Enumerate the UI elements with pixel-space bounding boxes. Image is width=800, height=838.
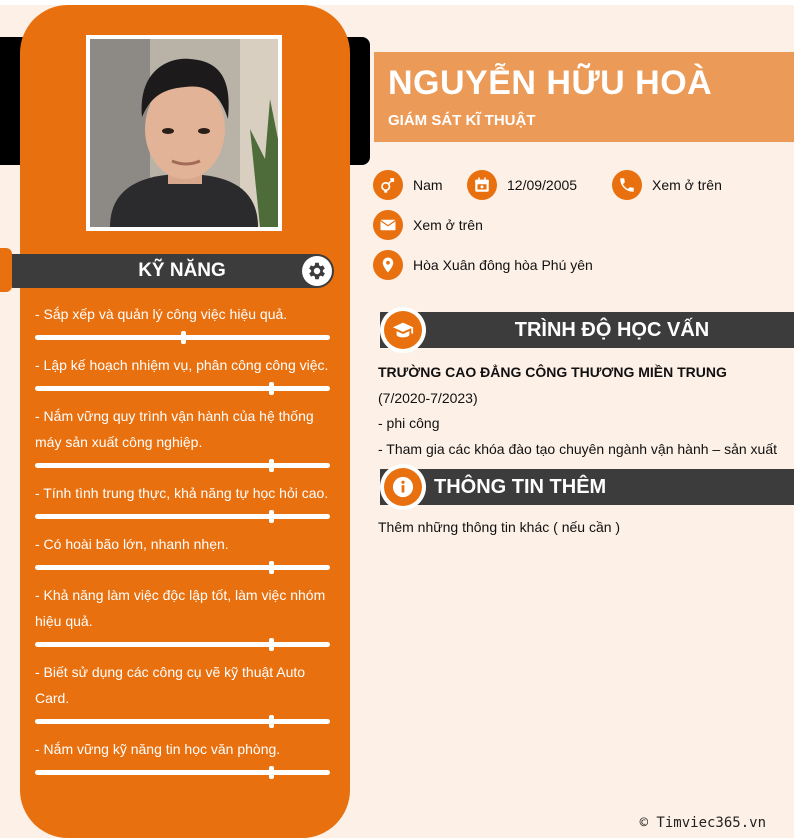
graduation-cap-icon (392, 319, 414, 341)
gender-icon (373, 170, 403, 200)
skill-item (35, 301, 341, 340)
avatar-photo (90, 39, 278, 227)
contact-email (373, 210, 483, 240)
skill-level-bar (35, 463, 330, 468)
skills-list (35, 301, 341, 787)
skill-level-knob (269, 638, 274, 651)
skill-level-bar (35, 386, 330, 391)
skills-title: KỸ NĂNG (138, 260, 226, 281)
skill-level-knob (269, 561, 274, 574)
skill-level-knob (269, 766, 274, 779)
skill-item (35, 531, 341, 570)
cv-page (0, 5, 794, 838)
skills-header (12, 254, 334, 288)
skill-text: - Nắm vững kỹ năng tin học văn phòng. (35, 741, 281, 757)
email-value: Xem ở trên (413, 217, 483, 233)
contact-address (373, 250, 593, 280)
additional-badge (380, 464, 426, 510)
contact-gender (373, 170, 443, 200)
skill-item (35, 480, 341, 519)
skill-text: - Có hoài bão lớn, nhanh nhẹn. (35, 536, 229, 552)
skill-text: - Khả năng làm việc độc lập tốt, làm việc nhóm hiệu quả. (35, 587, 326, 629)
skill-level-knob (269, 715, 274, 728)
skill-text: - Sắp xếp và quản lý công việc hiệu quả. (35, 306, 288, 322)
birthday-value: 12/09/2005 (507, 177, 578, 193)
gender-value: Nam (413, 177, 443, 193)
education-period: (7/2020-7/2023) (378, 389, 478, 406)
skill-text: - Nắm vững quy trình vận hành của hệ thống máy sản xuất công nghiệp. (35, 408, 314, 450)
skill-level-bar (35, 719, 330, 724)
phone-icon (612, 170, 642, 200)
skill-level-bar (35, 335, 330, 340)
skill-item (35, 582, 341, 647)
contact-birthday (467, 170, 577, 200)
gear-icon (302, 256, 332, 286)
skill-item (35, 659, 341, 724)
school-name: TRƯỜNG CAO ĐẲNG CÔNG THƯƠNG MIỀN TRUNG (378, 364, 727, 380)
skill-item (35, 736, 341, 775)
additional-title: THÔNG TIN THÊM (434, 476, 607, 498)
calendar-icon (467, 170, 497, 200)
skill-level-knob (269, 510, 274, 523)
skill-text: - Lập kế hoạch nhiệm vụ, phân công công việc. (35, 357, 329, 373)
email-icon (373, 210, 403, 240)
contact-phone (612, 170, 722, 200)
skill-level-bar (35, 565, 330, 570)
skill-level-knob (269, 459, 274, 472)
address-value: Hòa Xuân đông hòa Phú yên (413, 257, 593, 273)
skill-level-knob (269, 382, 274, 395)
skill-level-bar (35, 642, 330, 647)
skill-item (35, 352, 341, 391)
education-detail: - Tham gia các khóa đào tạo chuyên ngành vận hành – sản xuất (378, 440, 778, 457)
phone-value: Xem ở trên (652, 177, 722, 193)
skill-level-bar (35, 514, 330, 519)
full-name: NGUYỄN HỮU HOÀ (388, 64, 713, 102)
education-content (378, 360, 788, 462)
profile-photo (86, 35, 282, 231)
skill-level-knob (181, 331, 186, 344)
skill-text: - Biết sử dụng các công cụ vẽ kỹ thuật Auto Card. (35, 664, 306, 706)
footer-credit: © Timviec365.vn (639, 815, 766, 831)
location-icon (373, 250, 403, 280)
job-title: GIÁM SÁT KĨ THUẬT (388, 112, 536, 129)
info-icon (392, 476, 414, 498)
skill-accent (0, 248, 12, 292)
skill-level-bar (35, 770, 330, 775)
education-title: TRÌNH ĐỘ HỌC VẤN (514, 319, 710, 341)
education-major: - phi công (378, 415, 440, 431)
skill-item (35, 403, 341, 468)
skill-text: - Tính tình trung thực, khả năng tự học hỏi cao. (35, 485, 329, 501)
additional-text: Thêm những thông tin khác ( nếu cần ) (378, 519, 621, 535)
education-badge (380, 307, 426, 353)
name-banner (374, 52, 794, 142)
